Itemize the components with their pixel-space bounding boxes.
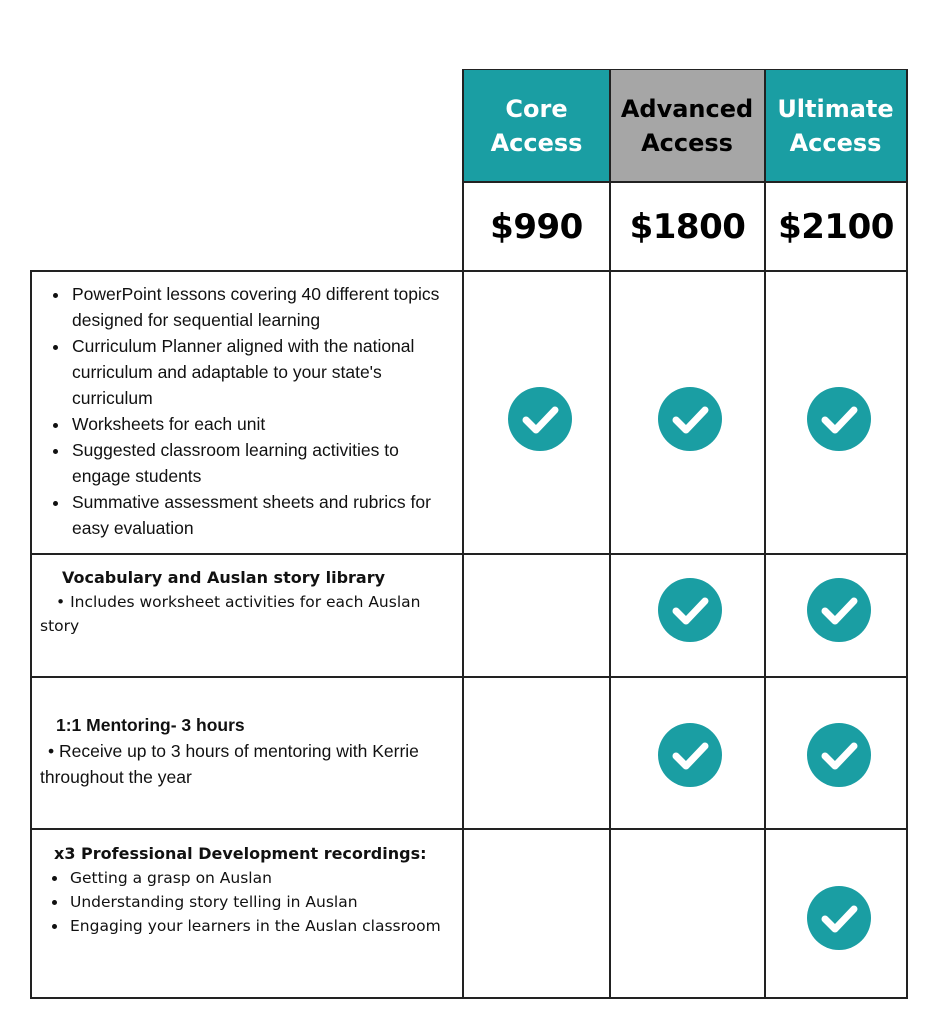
list-item: • Engaging your learners in the Auslan classroom bbox=[68, 914, 450, 938]
feature-desc-mentoring: • Receive up to 3 hours of mentoring with Kerrie throughout the year bbox=[40, 741, 419, 787]
list-item: • Understanding story telling in Auslan bbox=[68, 890, 450, 914]
list-item: • Curriculum Planner aligned with the national curriculum and adaptable to your state's curriculum bbox=[70, 333, 460, 411]
list-item: • Worksheets for each unit bbox=[70, 411, 460, 437]
feature-row-4 bbox=[30, 842, 450, 938]
check-icon bbox=[657, 577, 723, 643]
feature-title-pd: x3 Professional Development recordings: bbox=[54, 844, 427, 863]
feature-title-mentoring: 1:1 Mentoring- 3 hours bbox=[56, 715, 245, 735]
check-icon bbox=[806, 577, 872, 643]
plan-price-advanced: $1800 bbox=[629, 206, 746, 247]
feature-row-3 bbox=[40, 712, 460, 790]
list-item: • Suggested classroom learning activities to engage students bbox=[70, 437, 460, 489]
plan-header-core bbox=[463, 69, 610, 182]
list-item: • Summative assessment sheets and rubrics for easy evaluation bbox=[70, 489, 460, 541]
list-item: • PowerPoint lessons covering 40 different topics designed for sequential learning bbox=[70, 281, 460, 333]
check-icon bbox=[806, 386, 872, 452]
feature-list-1 bbox=[30, 281, 460, 541]
plan-header-ultimate bbox=[764, 69, 907, 182]
check-icon bbox=[657, 386, 723, 452]
feature-title-vocabulary: Vocabulary and Auslan story library bbox=[62, 568, 386, 587]
feature-row-1 bbox=[30, 281, 460, 541]
check-icon bbox=[657, 722, 723, 788]
feature-desc-vocabulary: • Includes worksheet activities for each Auslan story bbox=[40, 593, 421, 635]
plan-price-ultimate: $2100 bbox=[778, 206, 894, 247]
plan-name-ultimate: Ultimate Access bbox=[777, 94, 894, 157]
check-icon bbox=[806, 722, 872, 788]
plan-price-core: $990 bbox=[490, 206, 583, 247]
feature-row-2 bbox=[40, 566, 455, 638]
check-icon bbox=[507, 386, 573, 452]
feature-list-4 bbox=[30, 866, 450, 938]
check-icon bbox=[806, 885, 872, 951]
plan-header-advanced bbox=[609, 69, 765, 182]
plan-name-core: Core Access bbox=[490, 94, 583, 157]
list-item: • Getting a grasp on Auslan bbox=[68, 866, 450, 890]
plan-name-advanced: Advanced Access bbox=[620, 94, 754, 157]
